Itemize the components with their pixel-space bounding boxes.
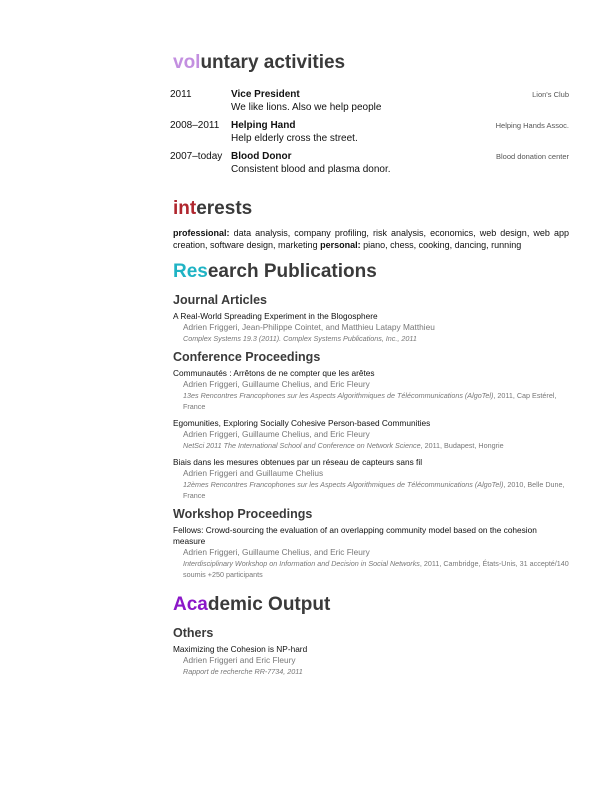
- voluntary-org: Helping Hands Assoc.: [495, 121, 569, 130]
- research-title-accent: Res: [173, 261, 208, 282]
- voluntary-body: [231, 120, 358, 145]
- publication-venue: [173, 558, 569, 580]
- publication-venue-italic: 13es Rencontres Francophones sur les Aspects Algorithmiques de Télécommunications (AlgoTel): [183, 391, 494, 400]
- publication-authors: Adrien Friggeri, Guillaume Chelius, and Eric Fleury: [183, 379, 370, 389]
- voluntary-body: [231, 151, 391, 176]
- conference-heading: Conference Proceedings: [173, 350, 321, 364]
- voluntary-role: Blood Donor: [231, 151, 292, 162]
- professional-label: professional:: [173, 228, 230, 238]
- publication-authors: Adrien Friggeri and Eric Fleury: [183, 655, 296, 665]
- others-heading: Others: [173, 626, 214, 640]
- publication: [173, 457, 569, 501]
- interests-text: [173, 227, 569, 251]
- voluntary-desc: Help elderly cross the street.: [231, 132, 358, 144]
- academic-title-accent: Aca: [173, 594, 208, 615]
- publication: [173, 311, 569, 344]
- publication-venue: [173, 666, 569, 677]
- voluntary-date: 2011: [170, 89, 192, 100]
- publication-title: A Real-World Spreading Experiment in the Blogosphere: [173, 311, 378, 321]
- personal-text: piano, chess, cooking, dancing, running: [360, 240, 522, 250]
- professional-text: data analysis, company profiling, risk analysis, economics, web design, web app creation, software design, marketing: [173, 228, 569, 250]
- publication-venue-italic: NetSci 2011 The International School and Conference on Network Science: [183, 441, 421, 450]
- publication-title: Biais dans les mesures obtenues par un réseau de capteurs sans fil: [173, 457, 423, 467]
- interests-title-rest: erests: [196, 198, 253, 219]
- publication-venue-italic: Rapport de recherche RR-7734, 2011: [183, 667, 303, 676]
- publication: [173, 644, 569, 677]
- publication: [173, 368, 569, 412]
- publication-venue: [173, 479, 569, 501]
- publication-authors: Adrien Friggeri and Guillaume Chelius: [183, 468, 324, 478]
- voluntary-date: 2008–2011: [170, 120, 220, 131]
- voluntary-desc: We like lions. Also we help people: [231, 101, 382, 113]
- voluntary-title-accent: vol: [173, 52, 201, 73]
- publication-authors: Adrien Friggeri, Guillaume Chelius, and Eric Fleury: [183, 429, 370, 439]
- publication: [173, 418, 569, 451]
- voluntary-org: Lion's Club: [532, 90, 569, 99]
- cv-page: [170, 52, 569, 683]
- personal-label: personal:: [320, 240, 361, 250]
- voluntary-desc: Consistent blood and plasma donor.: [231, 163, 391, 175]
- voluntary-title-rest: untary activities: [200, 52, 346, 73]
- voluntary-role: Vice President: [231, 89, 300, 100]
- publication-venue-rest: , 2011, Cambridge, États-Unis, 31 accepté/140 soumis +250 participants: [183, 559, 569, 579]
- publication-venue-italic: Interdisciplinary Workshop on Information and Decision in Social Networks: [183, 559, 420, 568]
- publication-authors: Adrien Friggeri, Jean-Philippe Cointet, and Matthieu Latapy Matthieu: [183, 322, 435, 332]
- voluntary-item: [170, 151, 569, 176]
- academic-title: [173, 594, 569, 616]
- publication-venue-italic: Complex Systems 19.3 (2011). Complex Systems Publications, Inc., 2011: [183, 334, 417, 343]
- publication-venue: [173, 440, 569, 451]
- academic-title-rest: demic Output: [207, 594, 331, 615]
- research-title-rest: earch Publications: [207, 261, 377, 282]
- publication-title: Fellows: Crowd-sourcing the evaluation of an overlapping community model based on the cohesion measure: [173, 525, 537, 546]
- publication-venue-rest: , 2011, Cap Estérel, France: [183, 391, 557, 411]
- publication-title: Communautés : Arrêtons de ne compter que les arêtes: [173, 368, 375, 378]
- voluntary-item: [170, 120, 569, 145]
- publication-title: Maximizing the Cohesion is NP-hard: [173, 644, 308, 654]
- interests-title-accent: int: [173, 198, 197, 219]
- voluntary-role: Helping Hand: [231, 120, 296, 131]
- voluntary-title: [173, 52, 569, 74]
- publication: [173, 525, 569, 580]
- voluntary-item: [170, 89, 569, 114]
- publication-title: Egomunities, Exploring Socially Cohesive Person-based Communities: [173, 418, 431, 428]
- publication-venue: [173, 333, 569, 344]
- workshop-heading: Workshop Proceedings: [173, 507, 313, 521]
- voluntary-date: 2007–today: [170, 151, 223, 162]
- publication-venue-rest: , 2011, Budapest, Hongrie: [420, 441, 504, 450]
- interests-title: [173, 198, 569, 220]
- publication-venue-italic: 12èmes Rencontres Francophones sur les Aspects Algorithmiques de Télécommunications (AlgoTel): [183, 480, 504, 489]
- voluntary-body: [231, 89, 381, 114]
- publication-venue: [173, 390, 569, 412]
- journal-heading: Journal Articles: [173, 293, 268, 307]
- publication-venue-rest: , 2010, Belle Dune, France: [183, 480, 565, 500]
- publication-authors: Adrien Friggeri, Guillaume Chelius, and Eric Fleury: [183, 547, 370, 557]
- voluntary-org: Blood donation center: [496, 152, 569, 161]
- research-title: [173, 261, 569, 283]
